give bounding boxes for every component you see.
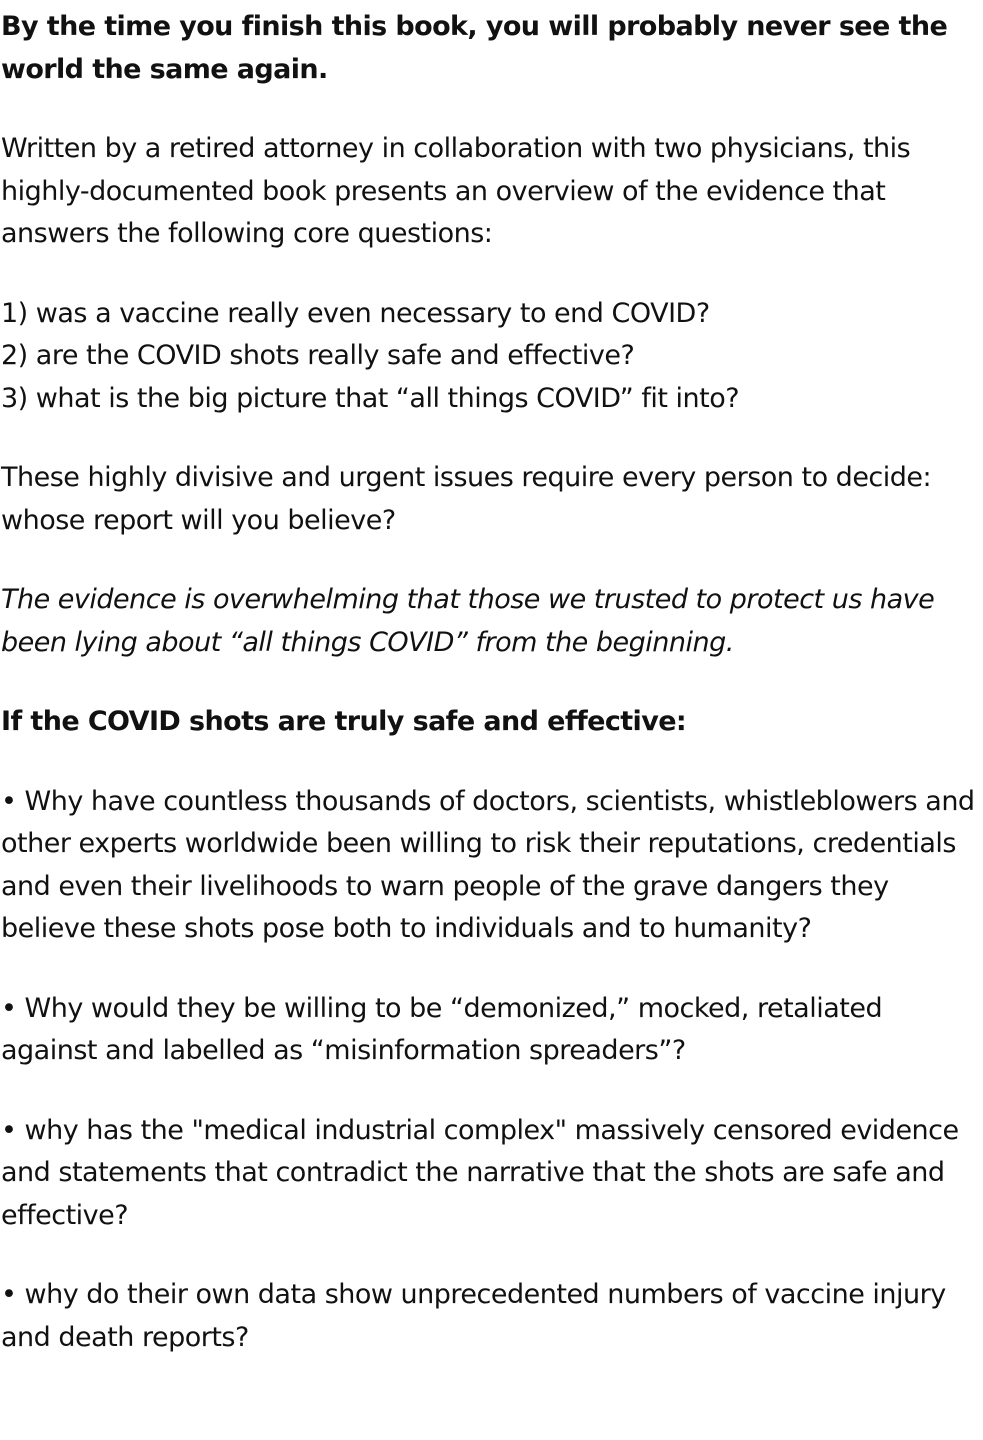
intro-bold-text: By the time you finish this book, you will probably never see the world the same again. bbox=[1, 11, 948, 85]
section-heading: If the COVID shots are truly safe and effective: bbox=[1, 706, 687, 737]
bullet-item: • Why have countless thousands of doctors, scientists, whistleblowers and other experts worldwide been willing to risk their reputations, credentials and even their livelihoods to warn people of the grave dangers they believe these shots pose both to individuals and to humanity? bbox=[1, 785, 975, 944]
italic-statement: The evidence is overwhelming that those we trusted to protect us have been lying about “all things COVID” from the beginning. bbox=[1, 584, 935, 658]
question-item: 2) are the COVID shots really safe and effective? bbox=[1, 340, 635, 371]
question-item: 3) what is the big picture that “all things COVID” fit into? bbox=[1, 382, 740, 414]
question-item: 1) was a vaccine really even necessary to end COVID? bbox=[1, 297, 710, 329]
questions-list bbox=[1, 293, 979, 421]
description-paragraph: Written by a retired attorney in collaboration with two physicians, this highly-documented book presents an overview of the evidence that answers the following core questions: bbox=[1, 133, 911, 249]
bullet-item: • why has the "medical industrial complex" massively censored evidence and statements that contradict the narrative that the shots are safe and effective? bbox=[1, 1114, 959, 1231]
decide-paragraph: These highly divisive and urgent issues require every person to decide: whose report will you believe? bbox=[1, 462, 932, 536]
bullet-item: • Why would they be willing to be “demonized,” mocked, retaliated against and labelled as “misinformation spreaders”? bbox=[1, 992, 883, 1066]
bullet-item: • why do their own data show unprecedented numbers of vaccine injury and death reports? bbox=[1, 1279, 946, 1353]
